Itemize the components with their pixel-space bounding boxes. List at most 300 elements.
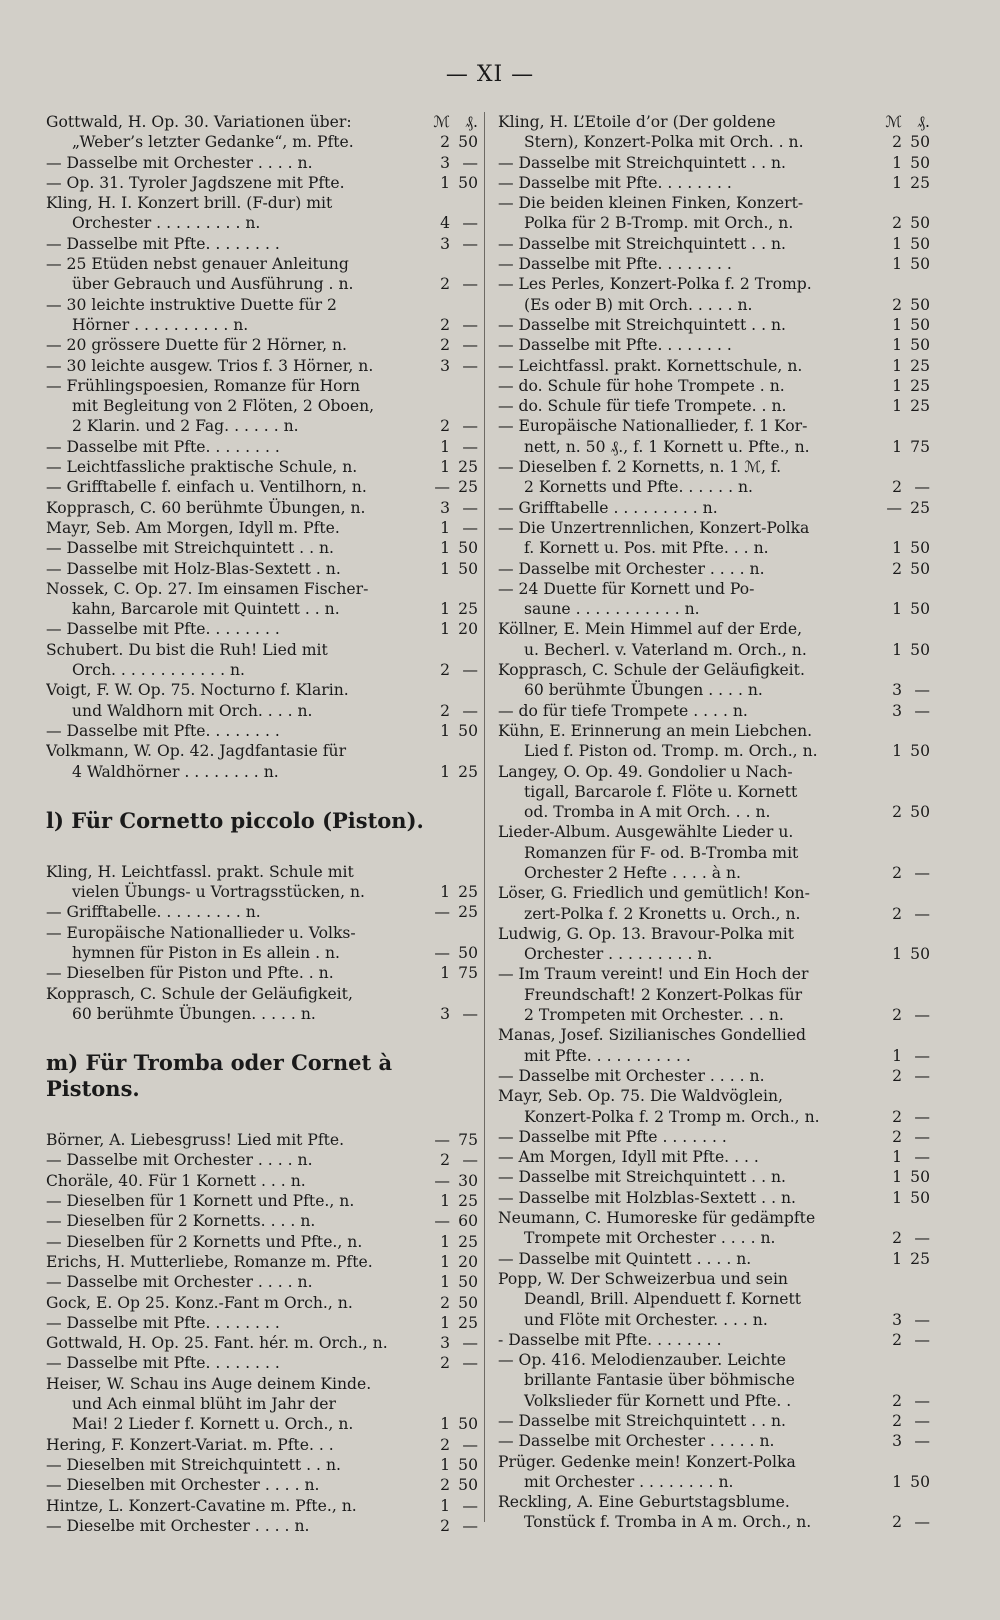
- catalog-line: [498, 660, 930, 680]
- entry-text: — Europäische Nationallieder u. Volks-: [46, 923, 356, 942]
- price-pfennig: —: [914, 701, 930, 720]
- price-mark: 1: [892, 336, 902, 355]
- entry-text: f. Kornett u. Pos. mit Pfte. . . n.: [524, 539, 769, 558]
- price-pfennig: —: [462, 417, 478, 436]
- entry-text: u. Becherl. v. Vaterland m. Orch., n.: [524, 640, 807, 659]
- price-pfennig: —: [462, 315, 478, 334]
- entry-text: Orch. . . . . . . . . . . . n.: [72, 661, 245, 680]
- price-pfennig: —: [462, 153, 478, 172]
- price-pfennig: —: [462, 1496, 478, 1515]
- catalog-line: [46, 1435, 478, 1455]
- entry-text: nett, n. 50 ₰., f. 1 Kornett u. Pfte., n.: [524, 437, 810, 456]
- entry-text: — Les Perles, Konzert-Polka f. 2 Tromp.: [498, 275, 812, 294]
- catalog-line: [498, 213, 930, 233]
- entry-text: (Es oder B) mit Orch. . . . . n.: [524, 295, 753, 314]
- price-mark: ℳ: [433, 113, 450, 131]
- entry-text: — Op. 416. Melodienzauber. Leichte: [498, 1351, 786, 1370]
- entry-text: 2 Trompeten mit Orchester. . . n.: [524, 1006, 784, 1025]
- price-mark: 2: [892, 1107, 902, 1126]
- entry-text: Löser, G. Friedlich und gemütlich! Kon-: [498, 884, 810, 903]
- catalog-line: [498, 843, 930, 863]
- right-column: [498, 112, 930, 1533]
- catalog-line: [46, 1516, 478, 1536]
- catalog-line: [498, 924, 930, 944]
- catalog-line: [498, 1147, 930, 1167]
- price-mark: 1: [440, 620, 450, 639]
- catalog-line: [46, 234, 478, 254]
- catalog-line: [46, 153, 478, 173]
- price-mark: 3: [892, 1432, 902, 1451]
- price-pfennig: —: [462, 214, 478, 233]
- price-mark: 1: [892, 1148, 902, 1167]
- entry-text: Orchester 2 Hefte . . . . à n.: [524, 863, 741, 882]
- catalog-line: [498, 1411, 930, 1431]
- price-pfennig: 75: [458, 1131, 478, 1150]
- price-pfennig: —: [462, 518, 478, 537]
- entry-text: — Dasselbe mit Orchester . . . . n.: [46, 1273, 313, 1292]
- price-mark: 3: [892, 701, 902, 720]
- catalog-line: [46, 660, 478, 680]
- entry-text: — Dieselben für 2 Kornetts und Pfte., n.: [46, 1232, 363, 1251]
- catalog-line: [498, 295, 930, 315]
- catalog-line: [498, 376, 930, 396]
- price-mark: 2: [892, 863, 902, 882]
- entry-text: — Grifftabelle . . . . . . . . . n.: [498, 498, 718, 517]
- entry-text: kahn, Barcarole mit Quintett . . n.: [72, 600, 340, 619]
- catalog-line: [46, 721, 478, 741]
- catalog-line: [498, 457, 930, 477]
- catalog-line: [46, 1171, 478, 1191]
- entry-text: — Dieselben f. 2 Kornetts, n. 1 ℳ, f.: [498, 458, 782, 477]
- entry-text: — Dasselbe mit Streichquintett . . n.: [498, 153, 786, 172]
- entry-text: Neumann, C. Humoreske für gedämpfte: [498, 1209, 816, 1228]
- catalog-line: [498, 1512, 930, 1532]
- catalog-line: [46, 315, 478, 335]
- catalog-line: [46, 984, 478, 1004]
- entry-text: Choräle, 40. Für 1 Kornett . . . n.: [46, 1171, 306, 1190]
- entry-text: tigall, Barcarole f. Flöte u. Kornett: [524, 782, 798, 801]
- catalog-line: [498, 822, 930, 842]
- entry-text: — 24 Duette für Kornett und Po-: [498, 579, 755, 598]
- entry-text: — Die Unzertrennlichen, Konzert-Polka: [498, 518, 810, 537]
- price-pfennig: —: [462, 661, 478, 680]
- entry-text: — Dasselbe mit Pfte. . . . . . . .: [46, 721, 280, 740]
- price-mark: 1: [892, 356, 902, 375]
- price-pfennig: —: [914, 1107, 930, 1126]
- price-mark: 2: [440, 1354, 450, 1373]
- entry-text: Gottwald, H. Op. 25. Fant. hér. m. Orch., n.: [46, 1334, 388, 1353]
- entry-text: Hintze, L. Konzert-Cavatine m. Pfte., n.: [46, 1496, 357, 1515]
- entry-text: — 30 leichte ausgew. Trios f. 3 Hörner, n.: [46, 356, 374, 375]
- price-mark: 1: [892, 376, 902, 395]
- price-mark: 3: [440, 1334, 450, 1353]
- catalog-line: [498, 863, 930, 883]
- entry-text: Freundschaft! 2 Konzert-Polkas für: [524, 985, 803, 1004]
- price-pfennig: —: [462, 234, 478, 253]
- catalog-line: [46, 437, 478, 457]
- catalog-line: [498, 1472, 930, 1492]
- catalog-line: [46, 356, 478, 376]
- catalog-line: [498, 356, 930, 376]
- catalog-line: [46, 963, 478, 983]
- entry-text: Volkmann, W. Op. 42. Jagdfantasie für: [46, 742, 347, 761]
- catalog-line: [498, 335, 930, 355]
- entry-text: Kling, H. I. Konzert brill. (F-dur) mit: [46, 194, 333, 213]
- entry-text: Hörner . . . . . . . . . . n.: [72, 315, 249, 334]
- price-pfennig: —: [462, 1354, 478, 1373]
- price-pfennig: —: [462, 1151, 478, 1170]
- price-pfennig: 50: [458, 559, 478, 578]
- entry-text: Popp, W. Der Schweizerbua und sein: [498, 1269, 788, 1288]
- price-pfennig: —: [462, 336, 478, 355]
- entry-text: Tonstück f. Tromba in A m. Orch., n.: [524, 1513, 812, 1532]
- entry-text: Börner, A. Liebesgruss! Lied mit Pfte.: [46, 1131, 345, 1150]
- entry-text: — Dasselbe mit Pfte. . . . . . . .: [498, 336, 732, 355]
- price-pfennig: 25: [910, 1249, 930, 1268]
- price-pfennig: 50: [910, 153, 930, 172]
- price-pfennig: —: [914, 1148, 930, 1167]
- catalog-line: [46, 619, 478, 639]
- catalog-line: [498, 1066, 930, 1086]
- catalog-line: [498, 1431, 930, 1451]
- catalog-line: [46, 1252, 478, 1272]
- catalog-line: [498, 640, 930, 660]
- price-mark: 2: [440, 1293, 450, 1312]
- entry-text: — 30 leichte instruktive Duette für 2: [46, 295, 337, 314]
- price-mark: 3: [440, 153, 450, 172]
- entry-text: Kopprasch, C. 60 berühmte Übungen, n.: [46, 498, 366, 517]
- catalog-line: [46, 640, 478, 660]
- catalog-line: [498, 437, 930, 457]
- price-mark: ℳ: [885, 113, 902, 131]
- entry-text: — Leichtfassl. prakt. Kornettschule, n.: [498, 356, 803, 375]
- price-pfennig: —: [914, 1046, 930, 1065]
- entry-text: — Dasselbe mit Orchester . . . . n.: [498, 1066, 765, 1085]
- catalog-line: [46, 254, 478, 274]
- price-mark: —: [886, 498, 902, 517]
- price-mark: 1: [440, 559, 450, 578]
- price-mark: 1: [440, 539, 450, 558]
- catalog-line: [46, 1414, 478, 1434]
- catalog-line: [498, 518, 930, 538]
- entry-text: mit Begleitung von 2 Flöten, 2 Oboen,: [72, 397, 375, 416]
- catalog-line: [498, 153, 930, 173]
- catalog-line: [46, 295, 478, 315]
- price-mark: 1: [892, 1046, 902, 1065]
- price-mark: 2: [440, 661, 450, 680]
- entry-text: „Weber’s letzter Gedanke“, m. Pfte.: [72, 133, 354, 152]
- entry-text: Kopprasch, C. Schule der Geläufigkeit.: [498, 661, 805, 680]
- price-mark: 2: [892, 1229, 902, 1248]
- catalog-line: [498, 173, 930, 193]
- catalog-line: [46, 274, 478, 294]
- entry-text: Manas, Josef. Sizilianisches Gondellied: [498, 1026, 806, 1045]
- catalog-line: [46, 1333, 478, 1353]
- price-mark: —: [434, 1212, 450, 1231]
- entry-text: und Ach einmal blüht im Jahr der: [72, 1395, 336, 1414]
- price-pfennig: 50: [910, 559, 930, 578]
- catalog-line: [46, 1191, 478, 1211]
- price-pfennig: ₰.: [917, 113, 930, 131]
- price-mark: 2: [892, 478, 902, 497]
- catalog-line: [498, 904, 930, 924]
- price-mark: 1: [440, 1455, 450, 1474]
- catalog-line: [498, 315, 930, 335]
- price-pfennig: 50: [458, 1476, 478, 1495]
- catalog-line: [46, 680, 478, 700]
- entry-text: — do. Schule für tiefe Trompete. . n.: [498, 397, 787, 416]
- entry-text: — do. Schule für hohe Trompete . n.: [498, 376, 785, 395]
- catalog-line: [46, 173, 478, 193]
- price-pfennig: —: [914, 1310, 930, 1329]
- catalog-line: [46, 518, 478, 538]
- entry-text: — Dasselbe mit Quintett . . . . n.: [498, 1249, 752, 1268]
- price-pfennig: 50: [910, 1168, 930, 1187]
- entry-text: — Am Morgen, Idyll mit Pfte. . . .: [498, 1148, 759, 1167]
- price-pfennig: 50: [458, 943, 478, 962]
- price-pfennig: ₰.: [465, 113, 478, 131]
- entry-text: Kling, H. Leichtfassl. prakt. Schule mit: [46, 862, 354, 881]
- catalog-line: [46, 1496, 478, 1516]
- price-mark: 2: [892, 1391, 902, 1410]
- entry-text: — Dasselbe mit Pfte. . . . . . . .: [46, 1354, 280, 1373]
- price-pfennig: 50: [910, 133, 930, 152]
- catalog-line: [498, 721, 930, 741]
- catalog-line: [498, 1025, 930, 1045]
- catalog-line: [498, 1005, 930, 1025]
- price-mark: 2: [892, 295, 902, 314]
- price-mark: 2: [440, 1435, 450, 1454]
- catalog-line: [46, 213, 478, 233]
- price-pfennig: 50: [458, 173, 478, 192]
- price-mark: 1: [892, 600, 902, 619]
- entry-text: mit Pfte. . . . . . . . . . .: [524, 1046, 691, 1065]
- page-number: — XI —: [445, 62, 535, 87]
- catalog-line: [498, 1330, 930, 1350]
- entry-text: Hering, F. Konzert-Variat. m. Pfte. . .: [46, 1435, 334, 1454]
- entry-text: Kling, H. L’Etoile d’or (Der goldene: [498, 113, 776, 131]
- entry-text: Konzert-Polka f. 2 Tromp m. Orch., n.: [524, 1107, 820, 1126]
- catalog-line: [498, 193, 930, 213]
- price-mark: 1: [892, 945, 902, 964]
- entry-text: od. Tromba in A mit Orch. . . n.: [524, 803, 771, 822]
- price-pfennig: 25: [458, 1232, 478, 1251]
- price-pfennig: 50: [458, 539, 478, 558]
- price-mark: 2: [892, 1330, 902, 1349]
- entry-text: — Dasselbe mit Streichquintett . . n.: [498, 1412, 786, 1430]
- price-mark: 1: [440, 1192, 450, 1211]
- entry-text: Reckling, A. Eine Geburtstagsblume.: [498, 1493, 790, 1512]
- catalog-line: [498, 1269, 930, 1289]
- entry-text: — Dieselben für Piston und Pfte. . n.: [46, 964, 334, 983]
- price-pfennig: 25: [910, 376, 930, 395]
- entry-text: zert-Polka f. 2 Kronetts u. Orch., n.: [524, 904, 801, 923]
- entry-text: Heiser, W. Schau ins Auge deinem Kinde.: [46, 1374, 372, 1393]
- price-pfennig: —: [914, 1330, 930, 1349]
- price-pfennig: 25: [458, 458, 478, 477]
- entry-text: Trompete mit Orchester . . . . n.: [524, 1229, 776, 1248]
- entry-text: Prüger. Gedenke mein! Konzert-Polka: [498, 1452, 796, 1471]
- price-pfennig: 25: [458, 903, 478, 922]
- price-mark: 1: [892, 153, 902, 172]
- entry-text: — Im Traum vereint! und Ein Hoch der: [498, 965, 809, 984]
- price-mark: 2: [892, 559, 902, 578]
- catalog-line: [46, 112, 478, 132]
- entry-text: Mayr, Seb. Am Morgen, Idyll m. Pfte.: [46, 518, 340, 537]
- entry-text: — Dieselben mit Orchester . . . . n.: [46, 1476, 320, 1495]
- entry-text: — Dasselbe mit Streichquintett . . n.: [498, 1168, 786, 1187]
- price-mark: 1: [892, 742, 902, 761]
- catalog-line: [46, 902, 478, 922]
- entry-text: saune . . . . . . . . . . . n.: [524, 600, 700, 619]
- entry-text: Kühn, E. Erinnerung an mein Liebchen.: [498, 721, 813, 740]
- price-pfennig: —: [914, 1006, 930, 1025]
- price-mark: 2: [440, 417, 450, 436]
- price-pfennig: 50: [910, 255, 930, 274]
- entry-text: — Frühlingspoesien, Romanze für Horn: [46, 376, 361, 395]
- entry-text: Köllner, E. Mein Himmel auf der Erde,: [498, 620, 803, 639]
- catalog-line: [498, 1452, 930, 1472]
- entry-text: Gock, E. Op 25. Konz.-Fant m Orch., n.: [46, 1293, 353, 1312]
- entry-text: Orchester . . . . . . . . . n.: [72, 214, 261, 233]
- entry-text: hymnen für Piston in Es allein . n.: [72, 943, 341, 962]
- catalog-line: [498, 741, 930, 761]
- price-mark: 1: [892, 1168, 902, 1187]
- catalog-line: [498, 1391, 930, 1411]
- price-pfennig: 50: [458, 1293, 478, 1312]
- catalog-line: [46, 416, 478, 436]
- entry-text: 60 berühmte Übungen . . . . n.: [524, 681, 763, 700]
- entry-text: Romanzen für F- od. B-Tromba mit: [524, 843, 799, 862]
- entry-text: — Dasselbe mit Orchester . . . . n.: [46, 1151, 313, 1170]
- price-mark: 3: [892, 1310, 902, 1329]
- entry-text: Ludwig, G. Op. 13. Bravour-Polka mit: [498, 924, 795, 943]
- catalog-line: [498, 234, 930, 254]
- entry-text: und Flöte mit Orchester. . . . n.: [524, 1310, 768, 1329]
- price-pfennig: —: [462, 701, 478, 720]
- price-mark: 3: [440, 1004, 450, 1023]
- catalog-line: [46, 559, 478, 579]
- catalog-line: [498, 883, 930, 903]
- catalog-line: [498, 579, 930, 599]
- price-mark: 1: [892, 437, 902, 456]
- price-pfennig: 50: [910, 539, 930, 558]
- entry-text: — Die beiden kleinen Finken, Konzert-: [498, 194, 804, 213]
- price-pfennig: 75: [458, 964, 478, 983]
- entry-text: über Gebrauch und Ausführung . n.: [72, 275, 354, 294]
- price-pfennig: —: [462, 275, 478, 294]
- price-pfennig: —: [914, 1229, 930, 1248]
- entry-text: — Op. 31. Tyroler Jagdszene mit Pfte.: [46, 173, 345, 192]
- entry-text: Kopprasch, C. Schule der Geläufigkeit,: [46, 984, 353, 1003]
- price-pfennig: 50: [910, 600, 930, 619]
- section-heading: l) Für Cornetto piccolo (Piston).: [46, 807, 424, 833]
- price-mark: 2: [440, 133, 450, 152]
- catalog-line: [46, 599, 478, 619]
- catalog-line: [46, 882, 478, 902]
- entry-text: Erichs, H. Mutterliebe, Romanze m. Pfte.: [46, 1252, 373, 1271]
- price-mark: 1: [440, 437, 450, 456]
- price-pfennig: 50: [458, 1415, 478, 1434]
- catalog-line: [46, 1232, 478, 1252]
- price-pfennig: 50: [910, 295, 930, 314]
- catalog-line: [498, 1167, 930, 1187]
- entry-text: — Dasselbe mit Holz-Blas-Sextett . n.: [46, 559, 341, 578]
- price-mark: 2: [440, 1151, 450, 1170]
- price-mark: 2: [892, 1006, 902, 1025]
- catalog-line: [498, 1492, 930, 1512]
- column-divider: [484, 112, 485, 1522]
- entry-text: — Dieselben mit Streichquintett . . n.: [46, 1455, 341, 1474]
- catalog-line: [498, 619, 930, 639]
- price-pfennig: —: [914, 863, 930, 882]
- left-column: [46, 112, 478, 1536]
- entry-text: 2 Klarin. und 2 Fag. . . . . . n.: [72, 417, 299, 436]
- price-pfennig: 20: [458, 1252, 478, 1271]
- entry-text: Gottwald, H. Op. 30. Variationen über:: [46, 113, 352, 131]
- catalog-line: [498, 477, 930, 497]
- price-mark: 1: [892, 1188, 902, 1207]
- price-pfennig: —: [914, 1412, 930, 1430]
- catalog-line: [46, 396, 478, 416]
- catalog-line: [46, 741, 478, 761]
- catalog-line: [498, 1249, 930, 1269]
- price-pfennig: 25: [458, 1313, 478, 1332]
- catalog-line: [46, 457, 478, 477]
- catalog-line: [46, 193, 478, 213]
- price-pfennig: 50: [910, 1188, 930, 1207]
- entry-text: — Dasselbe mit Orchester . . . . n.: [46, 153, 313, 172]
- entry-text: — Dasselbe mit Pfte. . . . . . . .: [498, 255, 732, 274]
- price-mark: 1: [440, 1252, 450, 1271]
- catalog-line: [498, 1127, 930, 1147]
- catalog-line: [46, 943, 478, 963]
- price-pfennig: —: [462, 356, 478, 375]
- price-mark: —: [434, 1171, 450, 1190]
- price-pfennig: —: [462, 1004, 478, 1023]
- price-pfennig: 50: [910, 214, 930, 233]
- price-pfennig: 50: [910, 640, 930, 659]
- entry-text: Deandl, Brill. Alpenduett f. Kornett: [524, 1290, 801, 1309]
- catalog-line: [46, 1374, 478, 1394]
- catalog-line: [46, 1272, 478, 1292]
- catalog-line: [498, 1289, 930, 1309]
- price-mark: 1: [440, 883, 450, 902]
- entry-text: 2 Kornetts und Pfte. . . . . . n.: [524, 478, 753, 497]
- price-mark: 2: [440, 701, 450, 720]
- catalog-line: [498, 985, 930, 1005]
- price-mark: 1: [892, 1249, 902, 1268]
- catalog-line: [498, 599, 930, 619]
- catalog-line: [46, 1211, 478, 1231]
- entry-text: — Dieselben für 1 Kornett und Pfte., n.: [46, 1192, 355, 1211]
- price-mark: 1: [892, 1472, 902, 1491]
- catalog-line: [498, 964, 930, 984]
- catalog-line: [498, 396, 930, 416]
- entry-text: — Dieselbe mit Orchester . . . . n.: [46, 1516, 310, 1535]
- price-mark: 1: [440, 1496, 450, 1515]
- catalog-line: [498, 132, 930, 152]
- price-mark: 3: [440, 498, 450, 517]
- price-mark: —: [434, 1131, 450, 1150]
- catalog-line: [46, 477, 478, 497]
- price-mark: 1: [892, 255, 902, 274]
- entry-text: — Dasselbe mit Streichquintett . . n.: [498, 315, 786, 334]
- catalog-line: [46, 335, 478, 355]
- price-mark: 1: [440, 721, 450, 740]
- price-mark: 1: [440, 762, 450, 781]
- price-pfennig: —: [462, 1516, 478, 1535]
